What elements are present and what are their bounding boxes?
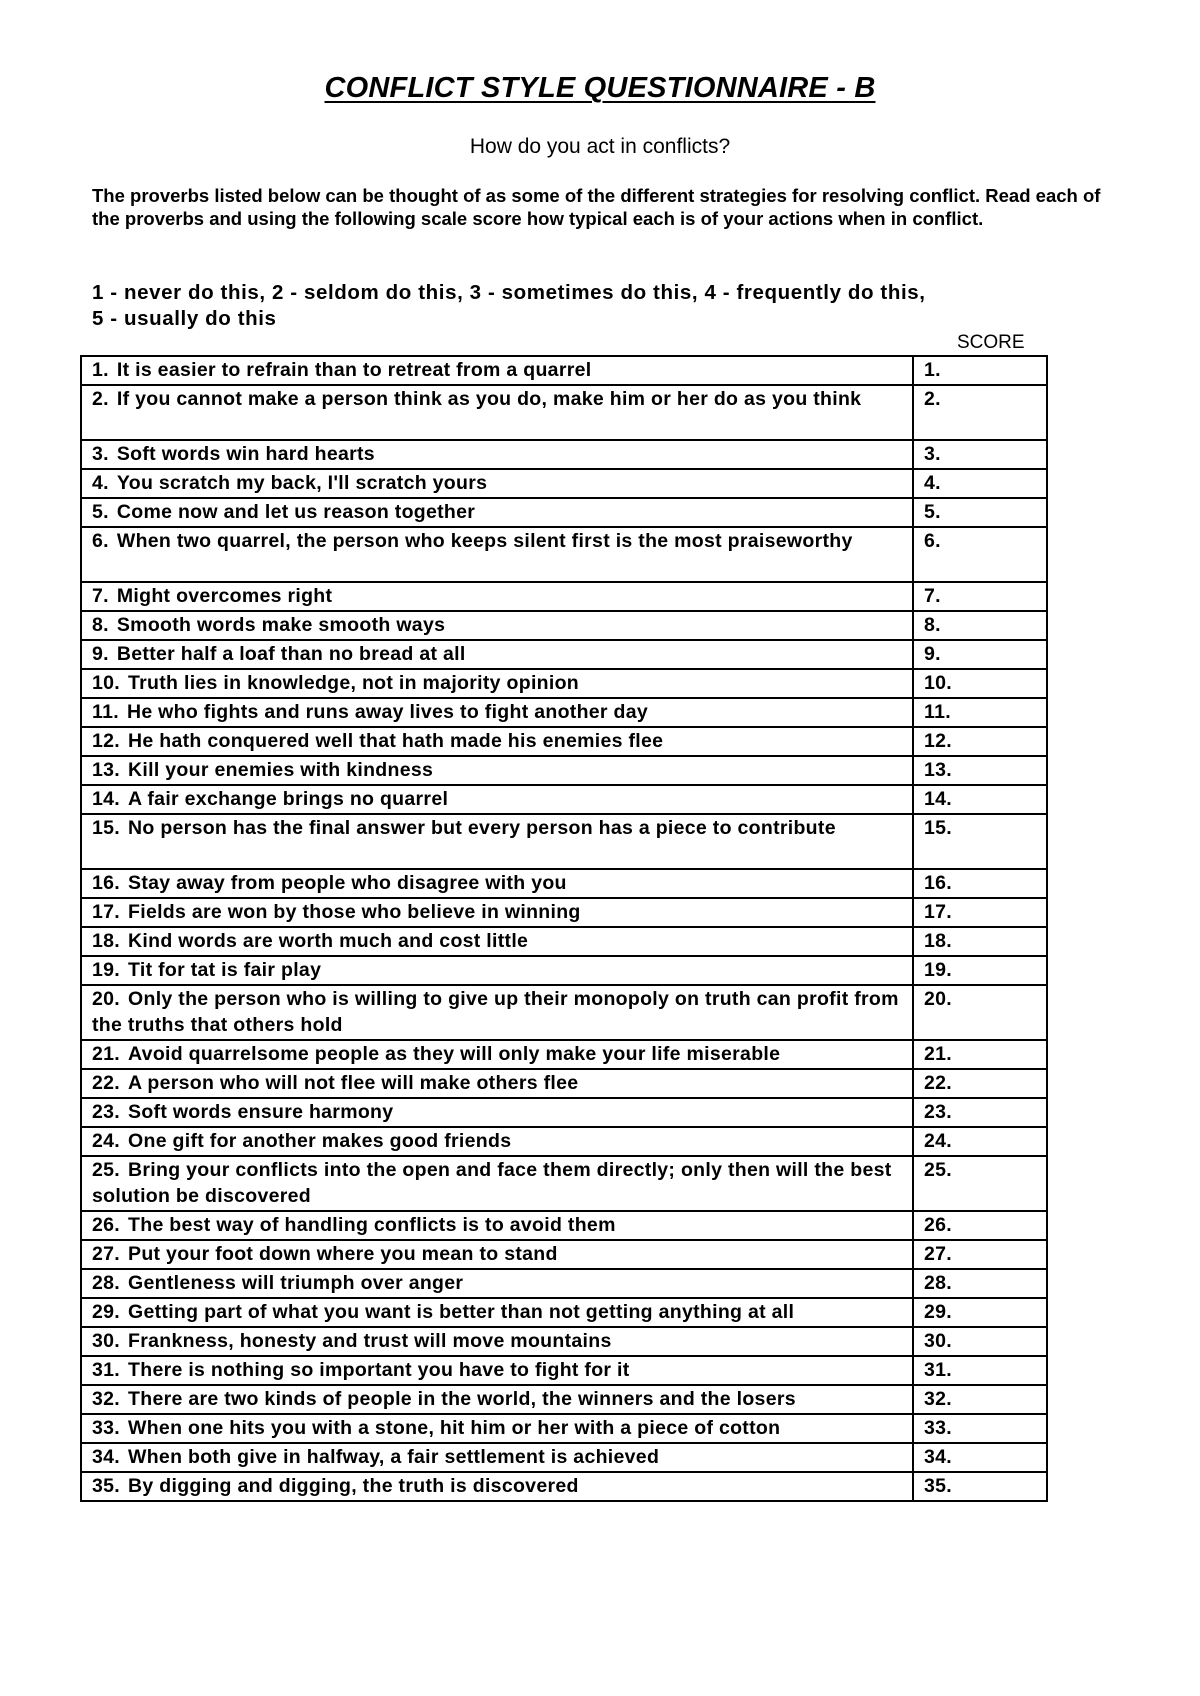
- table-row: [81, 1327, 1047, 1356]
- score-label: 35.: [924, 1475, 953, 1497]
- score-label: 26.: [924, 1214, 953, 1236]
- item-number: 21.: [92, 1043, 121, 1065]
- score-label: 1.: [924, 359, 941, 381]
- table-row: [81, 898, 1047, 927]
- item-number: 6.: [92, 530, 109, 552]
- proverb-text: Gentleness will triumph over anger: [128, 1272, 464, 1294]
- table-row: [81, 356, 1047, 385]
- proverb-cell: [81, 956, 913, 985]
- proverb-cell: [81, 1385, 913, 1414]
- table-row: [81, 582, 1047, 611]
- item-number: 24.: [92, 1130, 121, 1152]
- questionnaire-table: [80, 355, 1048, 1502]
- score-cell[interactable]: [913, 1414, 1047, 1443]
- score-cell[interactable]: [913, 869, 1047, 898]
- score-label: 16.: [924, 872, 953, 894]
- table-row: [81, 1472, 1047, 1501]
- proverb-text: Come now and let us reason together: [116, 501, 476, 523]
- proverb-text: Bring your conflicts into the open and face them directly; only then will the best solution be discovered: [92, 1159, 892, 1207]
- proverb-text: Better half a loaf than no bread at all: [116, 643, 466, 665]
- proverb-cell: [81, 1040, 913, 1069]
- proverb-cell: [81, 356, 913, 385]
- item-number: 22.: [92, 1072, 121, 1094]
- proverb-text: One gift for another makes good friends: [128, 1130, 512, 1152]
- score-cell[interactable]: [913, 469, 1047, 498]
- score-label: 18.: [924, 930, 953, 952]
- score-cell[interactable]: [913, 1127, 1047, 1156]
- score-cell[interactable]: [913, 1356, 1047, 1385]
- proverb-text: Might overcomes right: [116, 585, 333, 607]
- proverb-cell: [81, 469, 913, 498]
- item-number: 8.: [92, 614, 109, 636]
- score-cell[interactable]: [913, 1472, 1047, 1501]
- score-label: 3.: [924, 443, 941, 465]
- table-row: [81, 1069, 1047, 1098]
- proverb-text: No person has the final answer but every person has a piece to contribute: [128, 817, 836, 839]
- score-cell[interactable]: [913, 814, 1047, 869]
- proverb-cell: [81, 1269, 913, 1298]
- item-number: 16.: [92, 872, 121, 894]
- proverb-text: Fields are won by those who believe in winning: [128, 901, 581, 923]
- item-number: 9.: [92, 643, 109, 665]
- table-row: [81, 1298, 1047, 1327]
- table-row: [81, 1156, 1047, 1211]
- proverb-text: Soft words ensure harmony: [128, 1101, 394, 1123]
- score-cell[interactable]: [913, 385, 1047, 440]
- score-cell[interactable]: [913, 582, 1047, 611]
- score-label: 22.: [924, 1072, 953, 1094]
- proverb-text: When one hits you with a stone, hit him or her with a piece of cotton: [128, 1417, 781, 1439]
- proverb-text: Getting part of what you want is better than not getting anything at all: [128, 1301, 795, 1323]
- document-subtitle: How do you act in conflicts?: [469, 135, 731, 158]
- item-number: 23.: [92, 1101, 121, 1123]
- table-row: [81, 727, 1047, 756]
- item-number: 30.: [92, 1330, 121, 1352]
- score-label: 23.: [924, 1101, 953, 1123]
- proverb-text: By digging and digging, the truth is discovered: [128, 1475, 579, 1497]
- item-number: 29.: [92, 1301, 121, 1323]
- proverb-cell: [81, 1327, 913, 1356]
- score-label: 25.: [924, 1159, 953, 1181]
- item-number: 1.: [92, 359, 109, 381]
- score-label: 2.: [924, 388, 941, 410]
- item-number: 26.: [92, 1214, 121, 1236]
- table-row: [81, 814, 1047, 869]
- table-row: [81, 440, 1047, 469]
- score-label: 19.: [924, 959, 953, 981]
- proverb-cell: [81, 1211, 913, 1240]
- rating-scale-line-1: 1 - never do this, 2 - seldom do this, 3 - sometimes do this, 4 - frequently do this,: [92, 281, 926, 304]
- proverb-text: Kind words are worth much and cost little: [128, 930, 529, 952]
- item-number: 27.: [92, 1243, 121, 1265]
- table-row: [81, 669, 1047, 698]
- table-row: [81, 1211, 1047, 1240]
- proverb-cell: [81, 698, 913, 727]
- score-cell[interactable]: [913, 985, 1047, 1040]
- proverb-text: Put your foot down where you mean to stand: [128, 1243, 558, 1265]
- item-number: 18.: [92, 930, 121, 952]
- table-row: [81, 385, 1047, 440]
- score-cell[interactable]: [913, 956, 1047, 985]
- score-label: 5.: [924, 501, 941, 523]
- item-number: 10.: [92, 672, 121, 694]
- score-label: 13.: [924, 759, 953, 781]
- score-cell[interactable]: [913, 1040, 1047, 1069]
- proverb-cell: [81, 1156, 913, 1211]
- score-cell[interactable]: [913, 1298, 1047, 1327]
- rating-scale-line-2: 5 - usually do this: [92, 307, 277, 330]
- table-row: [81, 1127, 1047, 1156]
- proverb-cell: [81, 1356, 913, 1385]
- score-cell[interactable]: [913, 611, 1047, 640]
- proverb-cell: [81, 1127, 913, 1156]
- proverb-text: Smooth words make smooth ways: [116, 614, 446, 636]
- proverb-text: A fair exchange brings no quarrel: [128, 788, 449, 810]
- score-cell[interactable]: [913, 785, 1047, 814]
- table-row: [81, 756, 1047, 785]
- item-number: 7.: [92, 585, 109, 607]
- item-number: 28.: [92, 1272, 121, 1294]
- table-row: [81, 1356, 1047, 1385]
- score-cell[interactable]: [913, 669, 1047, 698]
- instructions-paragraph: The proverbs listed below can be thought of as some of the different strategies for resolving conflict. Read each of the proverbs and using the following scale score how typical each is of your actions when in conflict.: [92, 185, 1101, 229]
- score-cell[interactable]: [913, 927, 1047, 956]
- proverb-text: When both give in halfway, a fair settlement is achieved: [128, 1446, 660, 1468]
- proverb-text: Kill your enemies with kindness: [128, 759, 434, 781]
- score-label: 7.: [924, 585, 941, 607]
- table-row: [81, 1385, 1047, 1414]
- proverb-cell: [81, 498, 913, 527]
- table-row: [81, 1240, 1047, 1269]
- table-row: [81, 498, 1047, 527]
- item-number: 14.: [92, 788, 121, 810]
- table-row: [81, 985, 1047, 1040]
- table-row: [81, 1269, 1047, 1298]
- score-label: 33.: [924, 1417, 953, 1439]
- score-label: 10.: [924, 672, 953, 694]
- proverb-cell: [81, 869, 913, 898]
- proverb-cell: [81, 1298, 913, 1327]
- table-row: [81, 640, 1047, 669]
- proverb-text: The best way of handling conflicts is to avoid them: [128, 1214, 616, 1236]
- table-row: [81, 785, 1047, 814]
- table-row: [81, 927, 1047, 956]
- proverb-cell: [81, 1414, 913, 1443]
- table-row: [81, 869, 1047, 898]
- score-cell[interactable]: [913, 440, 1047, 469]
- table-row: [81, 1443, 1047, 1472]
- score-cell[interactable]: [913, 1069, 1047, 1098]
- proverb-cell: [81, 640, 913, 669]
- item-number: 5.: [92, 501, 109, 523]
- proverb-cell: [81, 898, 913, 927]
- table-row: [81, 527, 1047, 582]
- item-number: 2.: [92, 388, 109, 410]
- proverb-text: Stay away from people who disagree with you: [128, 872, 567, 894]
- score-label: 28.: [924, 1272, 953, 1294]
- score-cell[interactable]: [913, 1098, 1047, 1127]
- score-cell[interactable]: [913, 898, 1047, 927]
- item-number: 19.: [92, 959, 121, 981]
- proverb-text: Frankness, honesty and trust will move mountains: [128, 1330, 612, 1352]
- proverb-text: Truth lies in knowledge, not in majority opinion: [128, 672, 580, 694]
- table-row: [81, 956, 1047, 985]
- proverb-cell: [81, 756, 913, 785]
- item-number: 31.: [92, 1359, 121, 1381]
- item-number: 13.: [92, 759, 121, 781]
- proverb-cell: [81, 785, 913, 814]
- score-label: 14.: [924, 788, 953, 810]
- proverb-text: When two quarrel, the person who keeps silent first is the most praiseworthy: [116, 530, 853, 552]
- score-label: 21.: [924, 1043, 953, 1065]
- item-number: 4.: [92, 472, 109, 494]
- score-cell[interactable]: [913, 1443, 1047, 1472]
- score-cell[interactable]: [913, 1269, 1047, 1298]
- score-label: 15.: [924, 817, 953, 839]
- score-label: 29.: [924, 1301, 953, 1323]
- questionnaire-table-container: [80, 355, 1040, 1502]
- score-label: 12.: [924, 730, 953, 752]
- proverb-cell: [81, 927, 913, 956]
- questionnaire-table-body: [81, 356, 1047, 1501]
- proverb-cell: [81, 527, 913, 582]
- score-cell[interactable]: [913, 727, 1047, 756]
- proverb-cell: [81, 727, 913, 756]
- proverb-text: A person who will not flee will make others flee: [128, 1072, 579, 1094]
- proverb-cell: [81, 1098, 913, 1127]
- score-label: 27.: [924, 1243, 953, 1265]
- item-number: 25.: [92, 1159, 121, 1181]
- proverb-text: There is nothing so important you have to fight for it: [128, 1359, 630, 1381]
- table-row: [81, 1040, 1047, 1069]
- proverb-cell: [81, 814, 913, 869]
- item-number: 17.: [92, 901, 121, 923]
- score-label: 20.: [924, 988, 953, 1010]
- score-label: 30.: [924, 1330, 953, 1352]
- score-cell[interactable]: [913, 1240, 1047, 1269]
- table-row: [81, 469, 1047, 498]
- score-label: 17.: [924, 901, 953, 923]
- item-number: 11.: [92, 701, 119, 723]
- score-column-heading: SCORE: [957, 332, 1025, 353]
- table-row: [81, 611, 1047, 640]
- score-label: 9.: [924, 643, 941, 665]
- proverb-cell: [81, 582, 913, 611]
- item-number: 20.: [92, 988, 121, 1010]
- score-label: 34.: [924, 1446, 953, 1468]
- score-label: 4.: [924, 472, 941, 494]
- score-label: 8.: [924, 614, 941, 636]
- score-cell[interactable]: [913, 1156, 1047, 1211]
- item-number: 35.: [92, 1475, 121, 1497]
- proverb-text: Soft words win hard hearts: [116, 443, 375, 465]
- score-cell[interactable]: [913, 1385, 1047, 1414]
- score-cell[interactable]: [913, 698, 1047, 727]
- proverb-text: He hath conquered well that hath made his enemies flee: [128, 730, 664, 752]
- proverb-text: Tit for tat is fair play: [128, 959, 322, 981]
- proverb-cell: [81, 611, 913, 640]
- item-number: 3.: [92, 443, 109, 465]
- proverb-cell: [81, 1240, 913, 1269]
- score-label: 31.: [924, 1359, 953, 1381]
- score-label: 11.: [924, 701, 951, 723]
- item-number: 15.: [92, 817, 121, 839]
- proverb-cell: [81, 1443, 913, 1472]
- item-number: 34.: [92, 1446, 121, 1468]
- proverb-text: Only the person who is willing to give up their monopoly on truth can profit from the truths that others hold: [92, 988, 899, 1036]
- proverb-cell: [81, 1472, 913, 1501]
- score-cell[interactable]: [913, 756, 1047, 785]
- proverb-text: If you cannot make a person think as you do, make him or her do as you think: [116, 388, 862, 410]
- score-label: 32.: [924, 1388, 953, 1410]
- score-cell[interactable]: [913, 640, 1047, 669]
- score-label: 6.: [924, 530, 941, 552]
- proverb-text: You scratch my back, I'll scratch yours: [116, 472, 488, 494]
- document-title: CONFLICT STYLE QUESTIONNAIRE - B: [324, 72, 876, 104]
- table-row: [81, 1414, 1047, 1443]
- item-number: 33.: [92, 1417, 121, 1439]
- rating-scale: [92, 280, 1127, 332]
- proverb-cell: [81, 385, 913, 440]
- proverb-text: There are two kinds of people in the world, the winners and the losers: [128, 1388, 796, 1410]
- score-cell[interactable]: [913, 356, 1047, 385]
- score-label: 24.: [924, 1130, 953, 1152]
- proverb-cell: [81, 440, 913, 469]
- table-row: [81, 698, 1047, 727]
- proverb-text: It is easier to refrain than to retreat from a quarrel: [116, 359, 592, 381]
- proverb-cell: [81, 669, 913, 698]
- item-number: 12.: [92, 730, 121, 752]
- proverb-cell: [81, 1069, 913, 1098]
- proverb-text: He who fights and runs away lives to fight another day: [126, 701, 649, 723]
- score-cell[interactable]: [913, 1211, 1047, 1240]
- score-cell[interactable]: [913, 1327, 1047, 1356]
- score-cell[interactable]: [913, 527, 1047, 582]
- table-row: [81, 1098, 1047, 1127]
- proverb-text: Avoid quarrelsome people as they will only make your life miserable: [128, 1043, 781, 1065]
- item-number: 32.: [92, 1388, 121, 1410]
- proverb-cell: [81, 985, 913, 1040]
- score-cell[interactable]: [913, 498, 1047, 527]
